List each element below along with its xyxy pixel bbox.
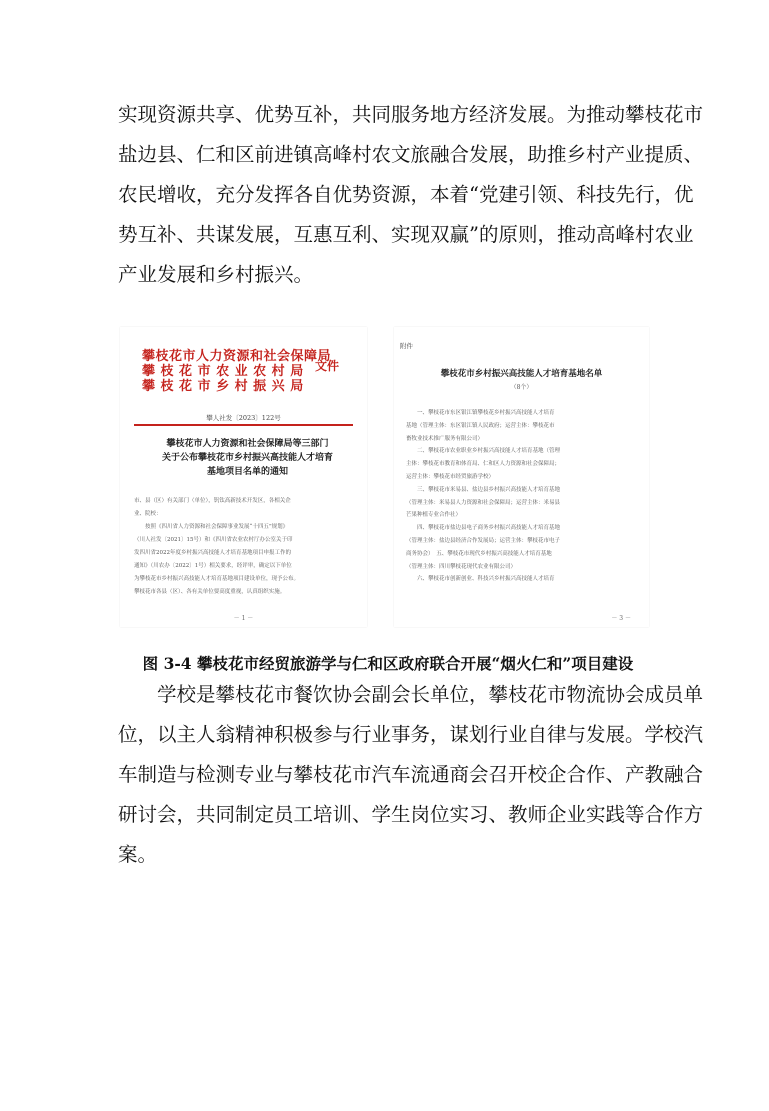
body-line: 业、院校：: [134, 511, 162, 517]
body-line: （管理主体：四川攀枝花现代农业有限公司）: [406, 563, 517, 570]
intro-line: 产业发展和乡村振兴。: [118, 263, 314, 286]
closing-line: 车制造与检测专业与攀枝花市汽车流通商会召开校企合作、产教融合: [118, 763, 704, 786]
attachment-label: 附件: [400, 342, 413, 350]
issuer-line: 攀 枝 花 市 农 业 农 村 局: [142, 364, 304, 379]
notice-title: [138, 437, 357, 479]
notice-document-image: [120, 327, 367, 627]
list-title: 攀枝花市乡村振兴高技能人才培育基地名单: [440, 369, 603, 379]
closing-line: 学校是攀枝花市餐饮协会副会长单位，攀枝花市物流协会成员单: [118, 683, 704, 706]
intro-paragraph: [118, 95, 704, 295]
body-line: 芒果种植专业合作社）: [406, 512, 462, 519]
figure-caption: 图 3-4 攀枝花市经贸旅游学与仁和区政府联合开展“烟火仁和”项目建设: [142, 654, 634, 673]
body-line: 基地（管理主体：东区银江镇人民政府；运营主体：攀枝花市: [406, 422, 555, 429]
header-suffix: 文件: [315, 359, 340, 373]
body-line: 通知》（川农办〔2022〕1号）相关要求，经评审，确定以下单位: [134, 563, 292, 569]
body-line: 商务协会） 五、攀枝花市现代乡村振兴高技能人才培育基地: [406, 550, 552, 557]
document-number: 攀人社发〔2023〕122号: [206, 414, 281, 422]
body-line: 四、攀枝花市盐边县电子商务乡村振兴高技能人才培育基地: [406, 525, 561, 532]
issuer-line: 攀枝花市人力资源和社会保障局: [142, 349, 332, 364]
intro-line: 农民增收，充分发挥各自优势资源，本着“党建引领、科技先行，优: [118, 183, 694, 206]
closing-line: 研讨会，共同制定员工培训、学生岗位实习、教师企业实践等合作方: [118, 803, 704, 826]
intro-line: 盐边县、仁和区前进镇高峰村农文旅融合发展，助推乡村产业提质、: [118, 143, 704, 166]
title-line: 基地项目名单的通知: [206, 467, 288, 477]
red-divider: [134, 424, 353, 426]
body-line: （管理主体：盐边县经济合作发展局；运营主体：攀枝花市电子: [406, 537, 561, 544]
body-line: 主体：攀枝花市教育和体育局、仁和区人力资源和社会保障局；: [406, 461, 561, 468]
body-line: 按照《四川省人力资源和社会保障事业发展“十四五”规划》: [134, 524, 289, 530]
body-line: 攀枝花市各县（区）、各有关单位要高度重视，认真组织实施。: [134, 589, 286, 595]
title-line: 关于公布攀枝花市乡村振兴高技能人才培育: [161, 453, 333, 463]
page-number: － 1 －: [233, 615, 254, 622]
issuer-line: 攀 枝 花 市 乡 村 振 兴 局: [142, 379, 304, 394]
body-line: 发四川省2022年度乡村振兴高技能人才培育基地项目申报工作的: [134, 550, 291, 556]
closing-line: 位，以主人翁精神积极参与行业事务，谋划行业自律与发展。学校汽: [118, 723, 704, 746]
body-line: 二、攀枝花市农业职业乡村振兴高技能人才培育基地（管理: [406, 448, 561, 455]
intro-line: 实现资源共享、优势互补，共同服务地方经济发展。为推动攀枝花市: [118, 103, 704, 126]
list-document-image: [394, 327, 649, 627]
body-line: 畜牧业技术推广服务有限公司）: [406, 435, 484, 442]
body-line: 市、县（区）有关部门（单位），钒钛高新技术开发区，各相关企: [134, 498, 291, 504]
page-number: － 3 －: [611, 615, 631, 622]
body-line: 为攀枝花市乡村振兴高技能人才培育基地项目建设单位，现予公布。: [134, 576, 300, 582]
closing-paragraph: [118, 675, 704, 875]
body-line: （川人社发〔2021〕15号）和《四川省农业农村厅办公室关于印: [134, 537, 293, 543]
title-line: 攀枝花市人力资源和社会保障局等三部门: [166, 439, 329, 449]
body-line: 六、攀枝花市创新创业、科技兴乡村振兴高技能人才培育: [406, 576, 555, 583]
body-line: 一、攀枝花市东区银江镇攀枝花乡村振兴高技能人才培育: [406, 410, 555, 416]
intro-line: 势互补、共谋发展，互惠互利、实现双赢”的原则，推动高峰村农业: [118, 223, 694, 246]
body-line: 三、攀枝花市米易县、盐边县乡村振兴高技能人才培育基地: [406, 486, 561, 493]
closing-line: 案。: [118, 843, 158, 866]
list-body: [406, 407, 641, 586]
body-line: （管理主体：米易县人力资源和社会保障局；运营主体：米易县: [406, 499, 561, 506]
body-line: 运营主体：攀枝花市经贸旅游学校）: [406, 473, 495, 480]
notice-body: [134, 495, 357, 599]
list-count: （8个）: [510, 384, 533, 391]
